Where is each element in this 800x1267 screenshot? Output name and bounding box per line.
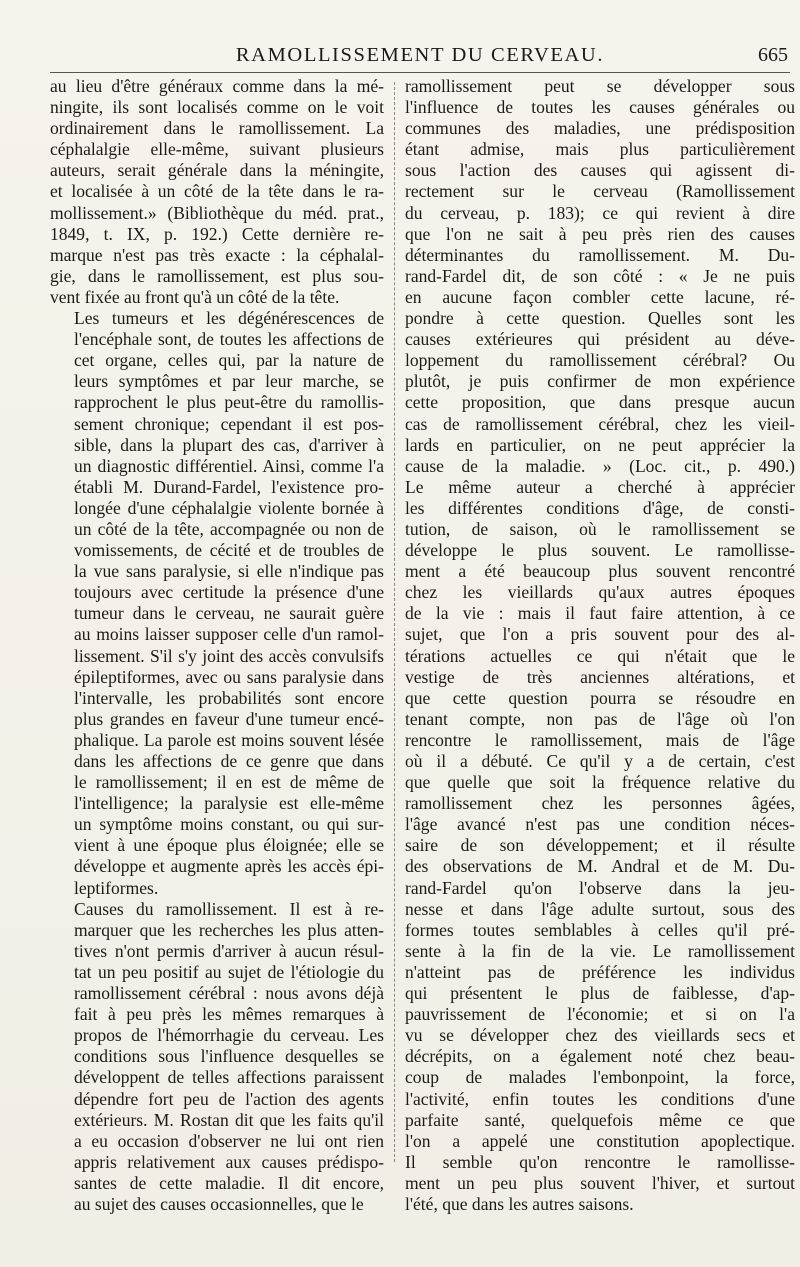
text-line: coup de malades l'embonpoint, la force, <box>405 1067 795 1088</box>
text-line: où il a débuté. Ce qu'il y a de certain, c'est <box>405 751 795 771</box>
text-line: tat un peu positif au sujet de l'étiologie du <box>74 961 384 982</box>
text-line: rectement sur le cerveau (Ramollissement <box>405 181 795 202</box>
text-line: tives n'ont permis d'arriver à aucun résul- <box>74 940 384 961</box>
text-line: Le même auteur a cherché à apprécier <box>405 476 795 497</box>
text-line: vestige de très anciennes altérations, et <box>405 666 795 687</box>
text-line: 1849, t. IX, p. 192.) Cette dernière re- <box>50 223 384 244</box>
text-line: un diagnostic différentiel. Ainsi, comme l'a <box>74 455 384 476</box>
text-line: que l'on ne sait à peu près rien des causes <box>405 223 795 244</box>
text-line: décrépits, on a également noté chez beau- <box>405 1046 795 1067</box>
text-line: dépendre fort peu de l'action des agents <box>74 1088 384 1109</box>
text-line: vomissements, de cécité et de troubles de <box>74 540 384 561</box>
text-line: rencontre le ramollissement, mais de l'âge <box>405 729 795 750</box>
text-line: un côté de la tête, accompagnée ou non de <box>74 518 384 539</box>
text-line: saire de son développement; et il résulte <box>405 835 795 856</box>
left-paragraph-3 <box>50 899 384 1215</box>
text-line: tenant compte, non pas de l'âge où l'on <box>405 708 795 729</box>
text-line: nesse et dans l'âge adulte surtout, sous des <box>405 898 795 919</box>
text-line: céphalalgie elle-même, suivant plusieurs <box>50 139 384 160</box>
text-line: des observations de M. Andral et de M. Du- <box>405 856 795 877</box>
text-line: qui présentent le plus de faiblesse, d'ap- <box>405 983 795 1004</box>
text-line: mollissement.» (Bibliothèque du méd. prat., <box>50 202 384 223</box>
text-line: plutôt, je puis confirmer de mon expérience <box>405 371 795 392</box>
text-line: au moins laisser supposer celle d'un ramol- <box>74 624 384 645</box>
text-line: gie, dans le ramollissement, est plus sou- <box>50 265 384 286</box>
text-line: conditions sous l'influence desquelles se <box>74 1046 384 1067</box>
text-line: pauvrissement de l'économie; et si on l'a <box>405 1004 795 1025</box>
text-line: Il semble qu'on rencontre le ramollisse- <box>405 1151 795 1172</box>
text-line: térations actuelles ce qui n'était que le <box>405 645 795 666</box>
text-line: phalique. La parole est moins souvent lésée <box>74 729 384 750</box>
left-paragraph-1 <box>50 76 384 308</box>
text-line: déterminantes du ramollissement. M. Du- <box>405 244 795 265</box>
text-line: établi M. Durand-Fardel, l'existence pro- <box>74 476 384 497</box>
text-line: cas de ramollissement cérébral, chez les vieil- <box>405 413 795 434</box>
text-line: ramollissement chez les personnes âgées, <box>405 793 795 814</box>
text-line: leurs symptômes et par leur marche, se <box>74 371 384 392</box>
text-line: extérieurs. M. Rostan dit que les faits qu'il <box>74 1109 384 1130</box>
text-line: a eu occasion d'observer ne lui ont rien <box>74 1130 384 1151</box>
text-line: loppement du ramollissement cérébral? Ou <box>405 350 795 371</box>
right-paragraph-1 <box>405 76 795 1215</box>
text-line: sente à la fin de la vie. Le ramollissement <box>405 940 795 961</box>
text-line: au sujet des causes occasionnelles, que le <box>74 1193 364 1214</box>
text-line: ment un peu plus souvent l'hiver, et surtout <box>405 1172 795 1193</box>
text-line: lards en particulier, on ne peut apprécier la <box>405 434 795 455</box>
text-line: développe et augmente après les accès épi- <box>74 856 384 877</box>
right-column <box>405 76 795 1215</box>
text-line: étant admise, mais plus particulièrement <box>405 139 795 160</box>
text-line: pondre à cette question. Quelles sont les <box>405 308 795 329</box>
text-line: épileptiformes, avec ou sans paralysie dans <box>74 666 384 687</box>
text-line: marquer que les recherches les plus atten- <box>74 919 384 940</box>
text-line: sement chronique; cependant il est pos- <box>74 413 384 434</box>
text-line: sous l'action des causes qui agissent di- <box>405 160 795 181</box>
text-line: l'encéphale sont, de toutes les affections de <box>74 329 384 350</box>
text-line: tution, de saison, où le ramollissement se <box>405 518 795 539</box>
text-line: n'atteint pas de préférence les individus <box>405 961 795 982</box>
text-line: et localisée à un côté de la tête dans le ra- <box>50 181 384 202</box>
text-line: communes des maladies, une prédisposition <box>405 118 795 139</box>
text-line: chez les vieillards qu'aux autres époques <box>405 582 795 603</box>
text-line: l'activité, enfin toutes les conditions d'une <box>405 1088 795 1109</box>
text-line: formes toutes semblables à celles qu'il pré- <box>405 919 795 940</box>
text-line: vent fixée au front qu'à un côté de la tête. <box>50 286 340 307</box>
text-line: cet organe, celles qui, par la nature de <box>74 350 384 371</box>
text-line: sujet, que l'on a pris souvent pour des al- <box>405 624 795 645</box>
text-line: l'intervalle, les probabilités sont encore <box>74 687 384 708</box>
text-line: dans les affections de ce genre que dans <box>74 751 384 771</box>
text-line: un symptôme moins constant, ou qui sur- <box>74 814 384 835</box>
left-paragraph-2 <box>50 308 384 899</box>
text-line: auteurs, serait générale dans la méningite, <box>50 160 384 181</box>
text-line: Les tumeurs et les dégénérescences de <box>74 308 384 329</box>
text-line: causes extérieures qui président au déve- <box>405 329 795 350</box>
running-title: RAMOLLISSEMENT DU CERVEAU. <box>235 44 605 66</box>
text-line: santes de cette maladie. Il dit encore, <box>74 1172 384 1193</box>
text-line: lissement. S'il s'y joint des accès convulsifs <box>74 645 384 666</box>
text-line: rapprochent le plus peut-être du ramollis- <box>74 392 384 413</box>
text-line: au lieu d'être généraux comme dans la mé- <box>50 76 384 96</box>
text-line: l'on a appelé une constitution apoplectique. <box>405 1130 795 1151</box>
text-line: que cette question pourra se résoudre en <box>405 687 795 708</box>
text-line: rand-Fardel qu'on l'observe dans la jeu- <box>405 877 795 898</box>
text-line: du cerveau, p. 183); ce qui revient à dire <box>405 202 795 223</box>
text-line: vient à une époque plus éloignée; elle se <box>74 835 384 856</box>
text-line: l'été, que dans les autres saisons. <box>405 1193 634 1214</box>
text-line: parfaite santé, quelquefois même ce que <box>405 1109 795 1130</box>
text-line: ment a été beaucoup plus souvent rencontré <box>405 561 795 582</box>
text-line: l'âge avancé n'est pas une condition néces- <box>405 814 795 835</box>
text-line: sible, dans la plupart des cas, d'arriver à <box>74 434 384 455</box>
text-line: ramollissement cérébral : nous avons déjà <box>74 983 384 1004</box>
text-line: développent de telles affections paraissent <box>74 1067 384 1088</box>
text-line: cette proposition, que dans presque aucun <box>405 392 795 413</box>
text-line: appris relativement aux causes prédispo- <box>74 1151 384 1172</box>
text-line: vu se développer chez des vieillards secs et <box>405 1025 795 1046</box>
text-line: cause de la maladie. » (Loc. cit., p. 490.) <box>405 455 795 476</box>
text-line: leptiformes. <box>74 877 159 898</box>
text-line: fait à peu près les mêmes remarques à <box>74 1004 384 1025</box>
text-line: la vue sans paralysie, si elle n'indique pas <box>74 561 384 582</box>
text-line: que quelle que soit la fréquence relative du <box>405 772 795 793</box>
left-column <box>50 76 384 1215</box>
text-line: l'intelligence; la paralysie est elle-même <box>74 793 384 814</box>
text-line: en aucune façon combler cette lacune, ré- <box>405 286 795 307</box>
column-divider <box>394 82 395 1162</box>
text-line: propos de l'hémorrhagie du cerveau. Les <box>74 1025 384 1046</box>
text-line: toujours avec certitude la présence d'une <box>74 582 384 603</box>
text-line: le ramollissement; il en est de même de <box>74 772 384 793</box>
text-line: plus grandes en faveur d'une tumeur encé- <box>74 708 384 729</box>
text-line: Causes du ramollissement. Il est à re- <box>74 898 384 919</box>
text-line: longée d'une céphalalgie violente bornée à <box>74 497 384 518</box>
text-line: les différentes conditions d'âge, de consti- <box>405 497 795 518</box>
text-line: ningite, ils sont localisés comme on le voit <box>50 97 384 118</box>
text-line: l'influence de toutes les causes générales ou <box>405 97 795 118</box>
text-line: développe le plus souvent. Le ramollisse- <box>405 540 795 561</box>
text-line: marque n'est pas très exacte : la céphalal- <box>50 244 384 265</box>
text-line: rand-Fardel dit, de son côté : « Je ne puis <box>405 265 795 286</box>
page-number: 665 <box>758 44 788 66</box>
text-line: ramollissement peut se développer sous <box>405 76 795 96</box>
text-line: ordinairement dans le ramollissement. La <box>50 118 384 139</box>
text-line: de la vie : mais il faut faire attention, à ce <box>405 603 795 624</box>
page-header <box>50 42 790 73</box>
text-line: tumeur dans le cerveau, ne saurait guère <box>74 603 384 624</box>
